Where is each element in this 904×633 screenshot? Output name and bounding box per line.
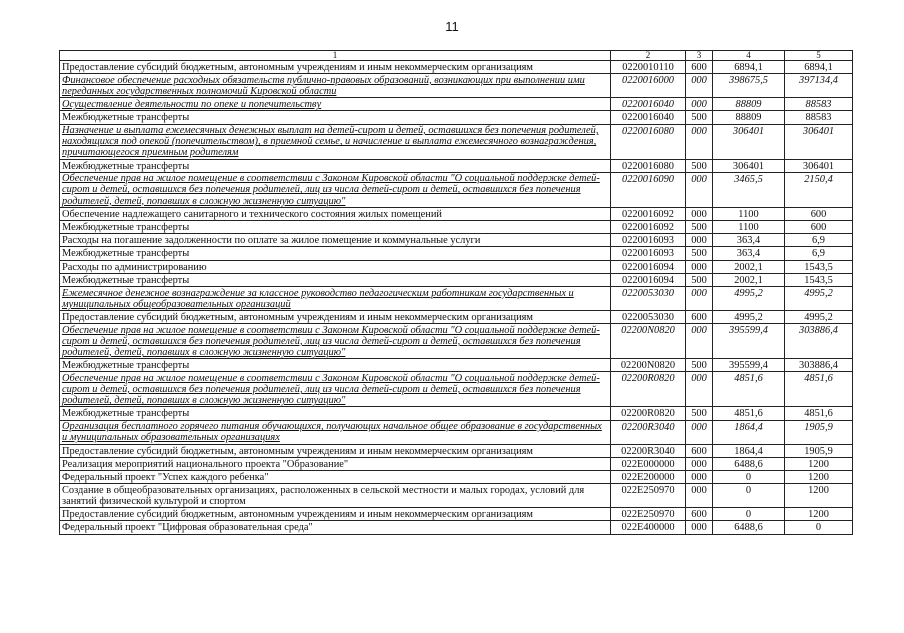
row-code-cell: 022E000000 bbox=[611, 457, 686, 470]
table-row bbox=[60, 407, 853, 420]
row-value-col5-cell: 4851,6 bbox=[785, 372, 853, 407]
row-type-cell: 000 bbox=[686, 521, 713, 534]
table-row bbox=[60, 359, 853, 372]
table-header-row bbox=[60, 51, 853, 61]
row-type-cell: 000 bbox=[686, 484, 713, 508]
row-name-cell: Предоставление субсидий бюджетным, автономным учреждениям и иным некоммерческим организациям bbox=[60, 311, 611, 324]
table-row bbox=[60, 420, 853, 444]
row-name-cell: Обеспечение прав на жилое помещение в соответствии с Законом Кировской области "О социальной поддержке детей-сирот и детей, оставшихся без попечения родителей, лиц из числа детей-сирот и детей, оставшихся без попечения родителей, детей, попавших в сложную жизненную ситуацию" bbox=[60, 324, 611, 359]
row-value-col5-cell: 4995,2 bbox=[785, 287, 853, 311]
row-code-cell: 0220016080 bbox=[611, 159, 686, 172]
row-value-col4-cell: 1100 bbox=[713, 207, 785, 220]
row-type-cell: 000 bbox=[686, 457, 713, 470]
table-row bbox=[60, 273, 853, 286]
row-value-col4-cell: 1100 bbox=[713, 221, 785, 234]
row-value-col4-cell: 4851,6 bbox=[713, 372, 785, 407]
row-type-cell: 000 bbox=[686, 124, 713, 159]
row-code-cell: 0220016040 bbox=[611, 98, 686, 111]
row-value-col4-cell: 6488,6 bbox=[713, 521, 785, 534]
table-row bbox=[60, 98, 853, 111]
row-value-col4-cell: 88809 bbox=[713, 98, 785, 111]
row-code-cell: 0220016000 bbox=[611, 74, 686, 98]
row-type-cell: 500 bbox=[686, 159, 713, 172]
row-code-cell: 02200R0820 bbox=[611, 372, 686, 407]
row-value-col4-cell: 363,4 bbox=[713, 247, 785, 260]
table-row bbox=[60, 221, 853, 234]
row-name-cell: Создание в общеобразовательных организациях, расположенных в сельской местности и малых городах, условий для занятий физической культурой и спортом bbox=[60, 484, 611, 508]
row-code-cell: 0220010110 bbox=[611, 61, 686, 74]
table-row bbox=[60, 521, 853, 534]
row-value-col4-cell: 398675,5 bbox=[713, 74, 785, 98]
table-row bbox=[60, 508, 853, 521]
row-type-cell: 000 bbox=[686, 324, 713, 359]
row-code-cell: 0220016094 bbox=[611, 273, 686, 286]
row-code-cell: 0220016040 bbox=[611, 111, 686, 124]
row-name-cell: Расходы на погашение задолженности по оплате за жилое помещение и коммунальные услуги bbox=[60, 234, 611, 247]
row-name-cell: Назначение и выплата ежемесячных денежных выплат на детей-сирот и детей, оставшихся без попечения родителей, находящихся под опекой (попечительством), в приемной семье, и начисление и выплата ежемесячного вознаграждения, причитающегося приемным родителям bbox=[60, 124, 611, 159]
row-value-col5-cell: 397134,4 bbox=[785, 74, 853, 98]
row-value-col4-cell: 88809 bbox=[713, 111, 785, 124]
row-name-cell: Предоставление субсидий бюджетным, автономным учреждениям и иным некоммерческим организациям bbox=[60, 61, 611, 74]
row-value-col5-cell: 1543,5 bbox=[785, 273, 853, 286]
table-row bbox=[60, 111, 853, 124]
row-type-cell: 500 bbox=[686, 111, 713, 124]
row-value-col5-cell: 306401 bbox=[785, 159, 853, 172]
row-value-col4-cell: 4851,6 bbox=[713, 407, 785, 420]
row-type-cell: 000 bbox=[686, 234, 713, 247]
row-code-cell: 022E250970 bbox=[611, 508, 686, 521]
row-name-cell: Межбюджетные трансферты bbox=[60, 159, 611, 172]
row-value-col5-cell: 1543,5 bbox=[785, 260, 853, 273]
row-name-cell: Организация бесплатного горячего питания обучающихся, получающих начальное общее образование в государственных и муниципальных образовательных организациях bbox=[60, 420, 611, 444]
table-row bbox=[60, 471, 853, 484]
table-row bbox=[60, 372, 853, 407]
row-value-col4-cell: 4995,2 bbox=[713, 311, 785, 324]
row-value-col5-cell: 0 bbox=[785, 521, 853, 534]
row-name-cell: Ежемесячное денежное вознаграждение за классное руководство педагогическим работникам государственных и муниципальных общеобразовательных организаций bbox=[60, 287, 611, 311]
row-name-cell: Реализация мероприятий национального проекта "Образование" bbox=[60, 457, 611, 470]
row-code-cell: 02200R0820 bbox=[611, 407, 686, 420]
row-value-col4-cell: 0 bbox=[713, 484, 785, 508]
row-name-cell: Федеральный проект "Успех каждого ребенка" bbox=[60, 471, 611, 484]
header-col-4: 4 bbox=[713, 51, 785, 61]
row-name-cell: Осуществление деятельности по опеке и попечительству bbox=[60, 98, 611, 111]
row-value-col4-cell: 3465,5 bbox=[713, 172, 785, 207]
row-value-col4-cell: 2002,1 bbox=[713, 273, 785, 286]
table-row bbox=[60, 124, 853, 159]
row-type-cell: 600 bbox=[686, 444, 713, 457]
row-value-col4-cell: 6894,1 bbox=[713, 61, 785, 74]
row-name-cell: Обеспечение надлежащего санитарного и технического состояния жилых помещений bbox=[60, 207, 611, 220]
table-row bbox=[60, 207, 853, 220]
row-code-cell: 022E250970 bbox=[611, 484, 686, 508]
table-row bbox=[60, 61, 853, 74]
row-value-col5-cell: 303886,4 bbox=[785, 324, 853, 359]
row-value-col5-cell: 1200 bbox=[785, 484, 853, 508]
row-value-col4-cell: 1864,4 bbox=[713, 444, 785, 457]
table-row bbox=[60, 457, 853, 470]
row-value-col5-cell: 1905,9 bbox=[785, 420, 853, 444]
row-name-cell: Федеральный проект "Цифровая образовательная среда" bbox=[60, 521, 611, 534]
row-code-cell: 0220016092 bbox=[611, 221, 686, 234]
table-row bbox=[60, 247, 853, 260]
table-row bbox=[60, 234, 853, 247]
row-name-cell: Обеспечение прав на жилое помещение в соответствии с Законом Кировской области "О социальной поддержке детей-сирот и детей, оставшихся без попечения родителей, лиц из числа детей-сирот и детей, оставшихся без попечения родителей, детей, попавших в сложную жизненную ситуацию" bbox=[60, 372, 611, 407]
row-type-cell: 000 bbox=[686, 260, 713, 273]
row-type-cell: 600 bbox=[686, 311, 713, 324]
table-row bbox=[60, 172, 853, 207]
row-type-cell: 500 bbox=[686, 221, 713, 234]
row-code-cell: 0220016093 bbox=[611, 247, 686, 260]
row-code-cell: 0220016093 bbox=[611, 234, 686, 247]
row-name-cell: Межбюджетные трансферты bbox=[60, 407, 611, 420]
row-type-cell: 000 bbox=[686, 207, 713, 220]
row-name-cell: Межбюджетные трансферты bbox=[60, 247, 611, 260]
row-code-cell: 0220016080 bbox=[611, 124, 686, 159]
row-type-cell: 600 bbox=[686, 61, 713, 74]
row-code-cell: 0220016094 bbox=[611, 260, 686, 273]
row-code-cell: 0220016090 bbox=[611, 172, 686, 207]
table-row bbox=[60, 444, 853, 457]
row-value-col5-cell: 2150,4 bbox=[785, 172, 853, 207]
row-name-cell: Финансовое обеспечение расходных обязательств публично-правовых образований, возникающих при выполнении ими переданных государственных полномочий Кировской области bbox=[60, 74, 611, 98]
row-name-cell: Предоставление субсидий бюджетным, автономным учреждениям и иным некоммерческим организациям bbox=[60, 508, 611, 521]
row-type-cell: 500 bbox=[686, 247, 713, 260]
row-code-cell: 02200N0820 bbox=[611, 359, 686, 372]
row-value-col4-cell: 395599,4 bbox=[713, 359, 785, 372]
row-value-col5-cell: 600 bbox=[785, 207, 853, 220]
row-value-col4-cell: 395599,4 bbox=[713, 324, 785, 359]
row-value-col5-cell: 1905,9 bbox=[785, 444, 853, 457]
table-row bbox=[60, 484, 853, 508]
row-code-cell: 02200R3040 bbox=[611, 444, 686, 457]
row-value-col5-cell: 88583 bbox=[785, 111, 853, 124]
header-col-5: 5 bbox=[785, 51, 853, 61]
row-type-cell: 000 bbox=[686, 287, 713, 311]
row-name-cell: Расходы по администрированию bbox=[60, 260, 611, 273]
table-row bbox=[60, 311, 853, 324]
table-row bbox=[60, 74, 853, 98]
row-value-col4-cell: 363,4 bbox=[713, 234, 785, 247]
table-row bbox=[60, 324, 853, 359]
row-type-cell: 500 bbox=[686, 407, 713, 420]
row-value-col4-cell: 0 bbox=[713, 471, 785, 484]
header-col-3: 3 bbox=[686, 51, 713, 61]
row-code-cell: 0220016092 bbox=[611, 207, 686, 220]
table-row bbox=[60, 159, 853, 172]
row-code-cell: 0220053030 bbox=[611, 311, 686, 324]
row-value-col5-cell: 1200 bbox=[785, 508, 853, 521]
row-value-col5-cell: 4851,6 bbox=[785, 407, 853, 420]
row-type-cell: 000 bbox=[686, 420, 713, 444]
row-code-cell: 022E400000 bbox=[611, 521, 686, 534]
row-value-col5-cell: 4995,2 bbox=[785, 311, 853, 324]
row-type-cell: 000 bbox=[686, 471, 713, 484]
row-value-col5-cell: 88583 bbox=[785, 98, 853, 111]
row-value-col5-cell: 6,9 bbox=[785, 247, 853, 260]
row-value-col5-cell: 1200 bbox=[785, 471, 853, 484]
row-code-cell: 0220053030 bbox=[611, 287, 686, 311]
row-value-col4-cell: 2002,1 bbox=[713, 260, 785, 273]
row-type-cell: 600 bbox=[686, 508, 713, 521]
header-col-2: 2 bbox=[611, 51, 686, 61]
row-value-col4-cell: 1864,4 bbox=[713, 420, 785, 444]
table-row bbox=[60, 260, 853, 273]
row-name-cell: Межбюджетные трансферты bbox=[60, 111, 611, 124]
row-type-cell: 000 bbox=[686, 98, 713, 111]
row-name-cell: Межбюджетные трансферты bbox=[60, 221, 611, 234]
row-value-col4-cell: 0 bbox=[713, 508, 785, 521]
row-value-col5-cell: 600 bbox=[785, 221, 853, 234]
budget-table bbox=[59, 50, 853, 535]
row-type-cell: 000 bbox=[686, 172, 713, 207]
row-value-col4-cell: 306401 bbox=[713, 124, 785, 159]
row-type-cell: 500 bbox=[686, 359, 713, 372]
row-code-cell: 022E200000 bbox=[611, 471, 686, 484]
row-value-col5-cell: 306401 bbox=[785, 124, 853, 159]
row-value-col4-cell: 306401 bbox=[713, 159, 785, 172]
row-value-col5-cell: 303886,4 bbox=[785, 359, 853, 372]
row-code-cell: 02200N0820 bbox=[611, 324, 686, 359]
table-row bbox=[60, 287, 853, 311]
row-type-cell: 000 bbox=[686, 74, 713, 98]
row-value-col5-cell: 6894,1 bbox=[785, 61, 853, 74]
page-number: 11 bbox=[445, 19, 459, 34]
row-value-col5-cell: 6,9 bbox=[785, 234, 853, 247]
row-type-cell: 000 bbox=[686, 372, 713, 407]
row-name-cell: Межбюджетные трансферты bbox=[60, 273, 611, 286]
row-value-col4-cell: 4995,2 bbox=[713, 287, 785, 311]
row-value-col4-cell: 6488,6 bbox=[713, 457, 785, 470]
row-name-cell: Обеспечение прав на жилое помещение в соответствии с Законом Кировской области "О социальной поддержке детей-сирот и детей, оставшихся без попечения родителей, лиц из числа детей-сирот и детей, оставшихся без попечения родителей, детей, попавших в сложную жизненную ситуацию" bbox=[60, 172, 611, 207]
row-value-col5-cell: 1200 bbox=[785, 457, 853, 470]
row-code-cell: 02200R3040 bbox=[611, 420, 686, 444]
header-col-1: 1 bbox=[60, 51, 611, 61]
row-type-cell: 500 bbox=[686, 273, 713, 286]
row-name-cell: Предоставление субсидий бюджетным, автономным учреждениям и иным некоммерческим организациям bbox=[60, 444, 611, 457]
row-name-cell: Межбюджетные трансферты bbox=[60, 359, 611, 372]
